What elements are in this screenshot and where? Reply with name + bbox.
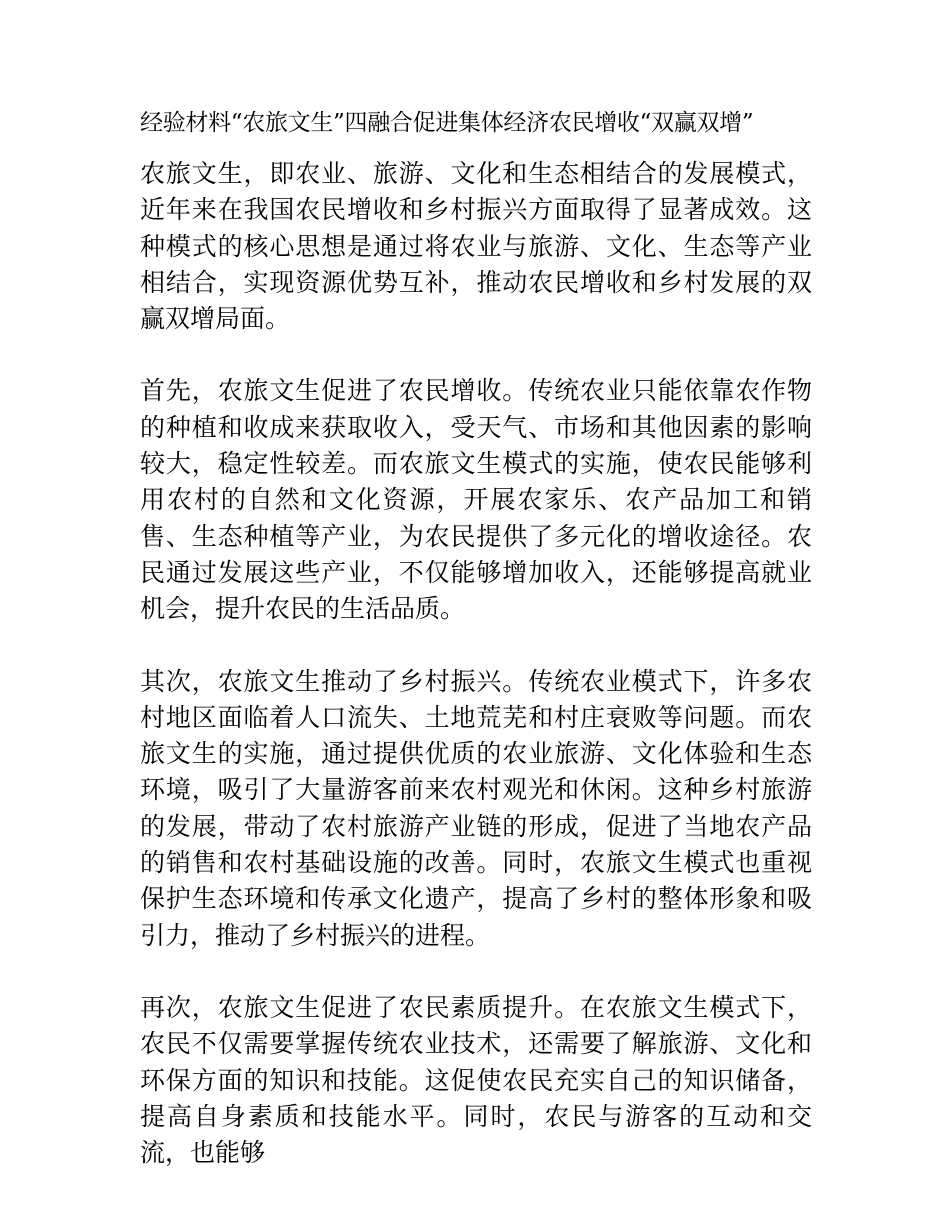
paragraph-quality: 再次，农旅文生促进了农民素质提升。在农旅文生模式下，农民不仅需要掌握传统农业技术，还需要了解旅游、文化和环保方面的知识和技能。这促使农民充实自己的知识储备，提高自身素质和技能水平。同时，农民与游客的互动和交流，也能够: [140, 992, 812, 1168]
paragraph-income: 首先，农旅文生促进了农民增收。传统农业只能依靠农作物的种植和收成来获取收入，受天气、市场和其他因素的影响较大，稳定性较差。而农旅文生模式的实施，使农民能够利用农村的自然和文化资源，开展农家乐、农产品加工和销售、生态种植等产业，为农民提供了多元化的增收途径。农民通过发展这些产业，不仅能够增加收入，还能够提高就业机会，提升农民的生活品质。: [140, 376, 812, 624]
paragraph-intro: 农旅文生，即农业、旅游、文化和生态相结合的发展模式，近年来在我国农民增收和乡村振兴方面取得了显著成效。这种模式的核心思想是通过将农业与旅游、文化、生态等产业相结合，实现资源优势互补，推动农民增收和乡村发展的双赢双增局面。: [140, 159, 812, 334]
paragraph-revitalization: 其次，农旅文生推动了乡村振兴。传统农业模式下，许多农村地区面临着人口流失、土地荒芜和村庄衰败等问题。而农旅文生的实施，通过提供优质的农业旅游、文化体验和生态环境，吸引了大量游客前来农村观光和休闲。这种乡村旅游的发展，带动了农村旅游产业链的形成，促进了当地农产品的销售和农村基础设施的改善。同时，农旅文生模式也重视保护生态环境和传承文化遗产，提高了乡村的整体形象和吸引力，推动了乡村振兴的进程。: [140, 666, 812, 950]
document-body: [140, 156, 812, 1207]
document-title: 经验材料“农旅文生”四融合促进集体经济农民增收“双赢双增”: [140, 110, 754, 136]
